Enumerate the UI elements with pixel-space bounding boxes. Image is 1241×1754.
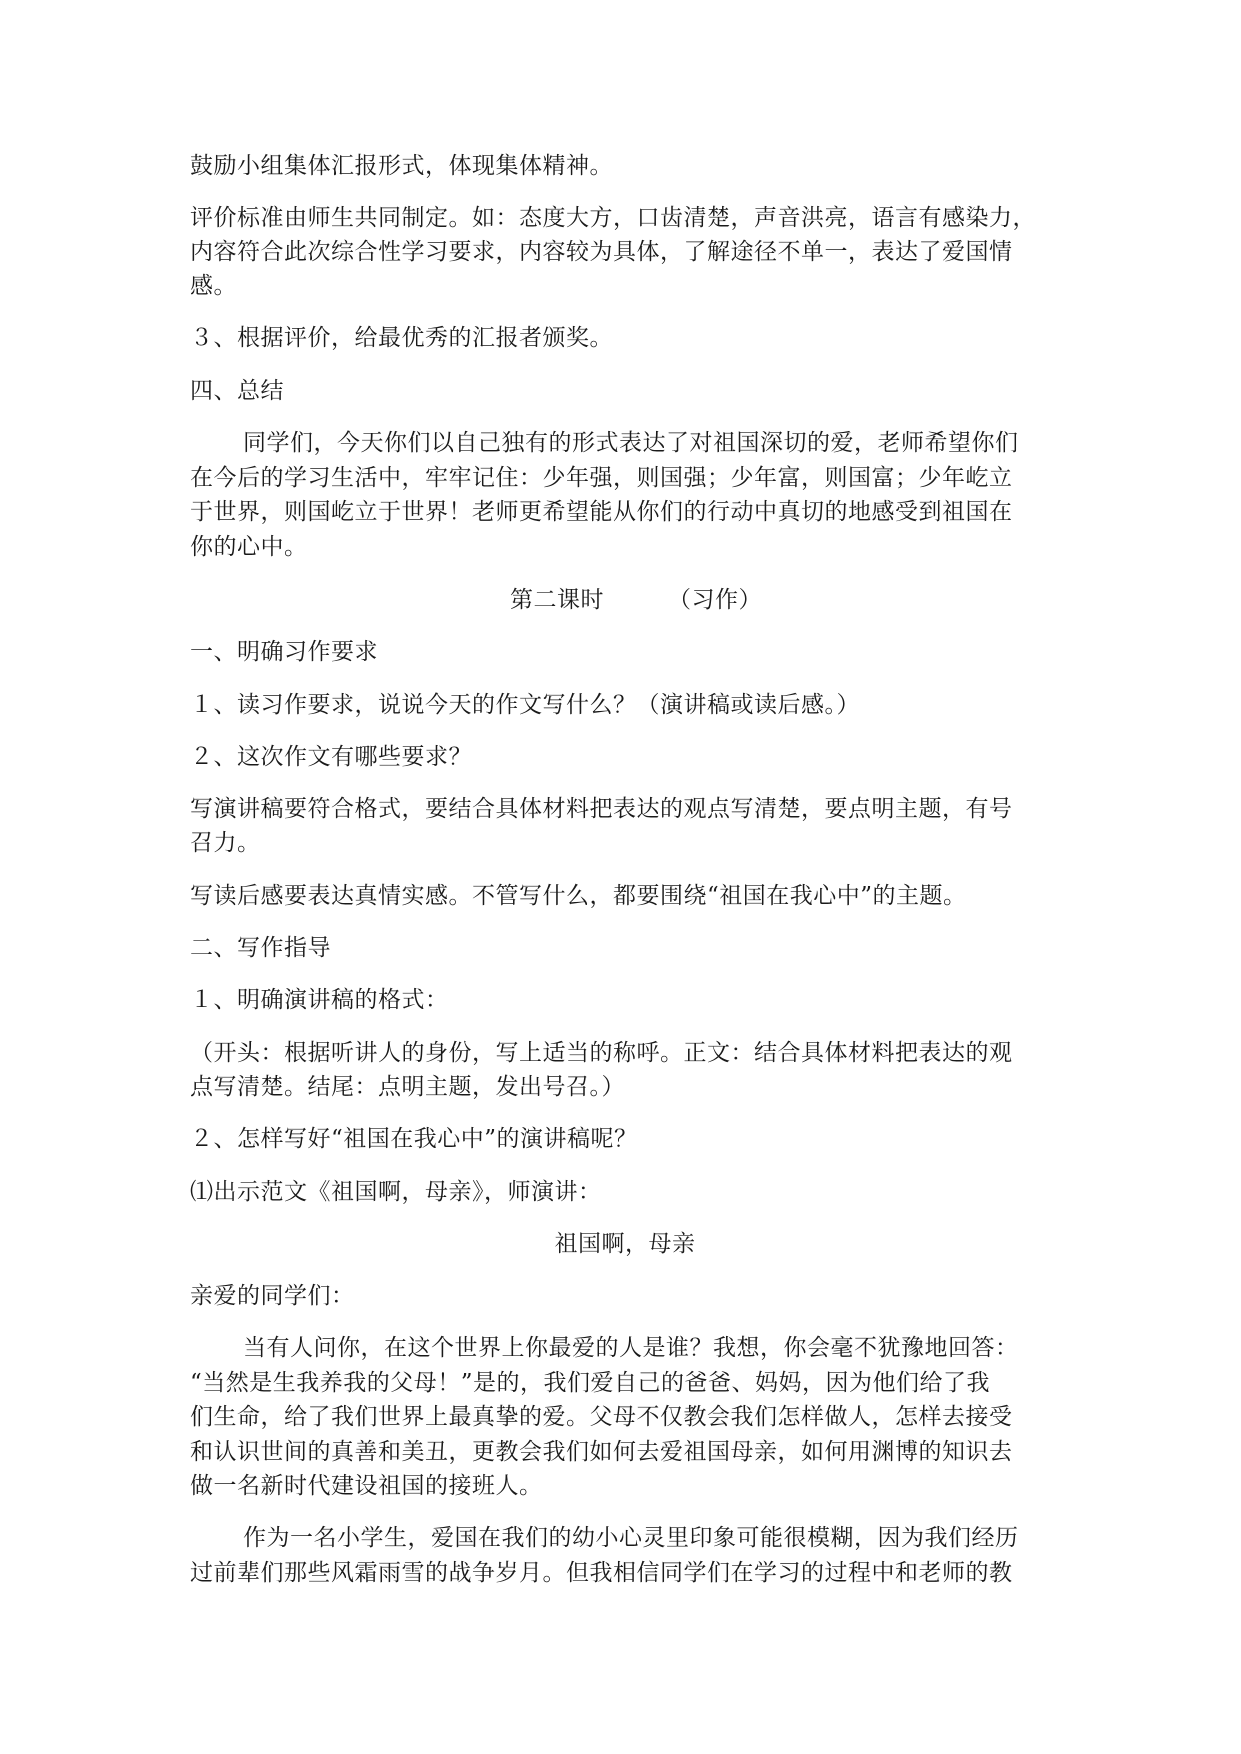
section-heading: 二、写作指导 xyxy=(190,935,331,961)
paragraph-line: 们生命，给了我们世界上最真挚的爱。父母不仅教会我们怎样做人，怎样去接受 xyxy=(190,1404,1013,1430)
paragraph-line: 你的心中。 xyxy=(190,534,308,560)
paragraph-line: （开头：根据听讲人的身份，写上适当的称呼。正文：结合具体材料把表达的观 xyxy=(190,1040,1013,1066)
paragraph-line: 同学们，今天你们以自己独有的形式表达了对祖国深切的爱，老师希望你们 xyxy=(243,430,1019,456)
paragraph-line: 内容符合此次综合性学习要求，内容较为具体，了解途径不单一，表达了爱国情 xyxy=(190,239,1013,265)
paragraph-line: ２、这次作文有哪些要求？ xyxy=(190,744,472,770)
paragraph-line: ２、怎样写好“祖国在我心中”的演讲稿呢？ xyxy=(190,1126,638,1152)
lesson-title: 第二课时 xyxy=(510,587,604,613)
paragraph-line: 写演讲稿要符合格式，要结合具体材料把表达的观点写清楚，要点明主题，有号 xyxy=(190,796,1013,822)
paragraph-line: 鼓励小组集体汇报形式，体现集体精神。 xyxy=(190,153,613,179)
paragraph-line: ⑴出示范文《祖国啊，母亲》，师演讲： xyxy=(190,1179,602,1205)
paragraph-line: ３、根据评价，给最优秀的汇报者颁奖。 xyxy=(190,325,613,351)
paragraph-line: 做一名新时代建设祖国的接班人。 xyxy=(190,1473,543,1499)
paragraph-line: 于世界，则国屹立于世界！老师更希望能从你们的行动中真切的地感受到祖国在 xyxy=(190,499,1013,525)
paragraph-line: 召力。 xyxy=(190,830,261,856)
paragraph-line: 过前辈们那些风霜雨雪的战争岁月。但我相信同学们在学习的过程中和老师的教 xyxy=(190,1560,1013,1586)
section-heading: 四、总结 xyxy=(190,378,284,404)
paragraph-line: 评价标准由师生共同制定。如：态度大方，口齿清楚，声音洪亮，语言有感染力， xyxy=(190,205,1036,231)
lesson-subtitle: （习作） xyxy=(668,587,762,613)
paragraph-line: 作为一名小学生，爱国在我们的幼小心灵里印象可能很模糊，因为我们经历 xyxy=(243,1525,1019,1551)
essay-title: 祖国啊，母亲 xyxy=(554,1231,696,1257)
paragraph-line: 点写清楚。结尾：点明主题，发出号召。） xyxy=(190,1074,625,1100)
paragraph-line: 感。 xyxy=(190,273,237,299)
section-heading: 一、明确习作要求 xyxy=(190,639,378,665)
paragraph-line: 写读后感要表达真情实感。不管写什么，都要围绕“祖国在我心中”的主题。 xyxy=(190,883,967,909)
paragraph-line: 在今后的学习生活中，牢牢记住：少年强，则国强；少年富，则国富；少年屹立 xyxy=(190,465,1013,491)
paragraph-line: １、明确演讲稿的格式： xyxy=(190,987,449,1013)
paragraph-line: “当然是生我养我的父母！”是的，我们爱自己的爸爸、妈妈，因为他们给了我 xyxy=(190,1370,991,1396)
salutation: 亲爱的同学们： xyxy=(190,1283,355,1309)
paragraph-line: １、读习作要求，说说今天的作文写什么？（演讲稿或读后感。） xyxy=(190,692,860,718)
paragraph-line: 和认识世间的真善和美丑，更教会我们如何去爱祖国母亲，如何用渊博的知识去 xyxy=(190,1439,1013,1465)
paragraph-line: 当有人问你，在这个世界上你最爱的人是谁？我想，你会毫不犹豫地回答： xyxy=(243,1335,1019,1361)
